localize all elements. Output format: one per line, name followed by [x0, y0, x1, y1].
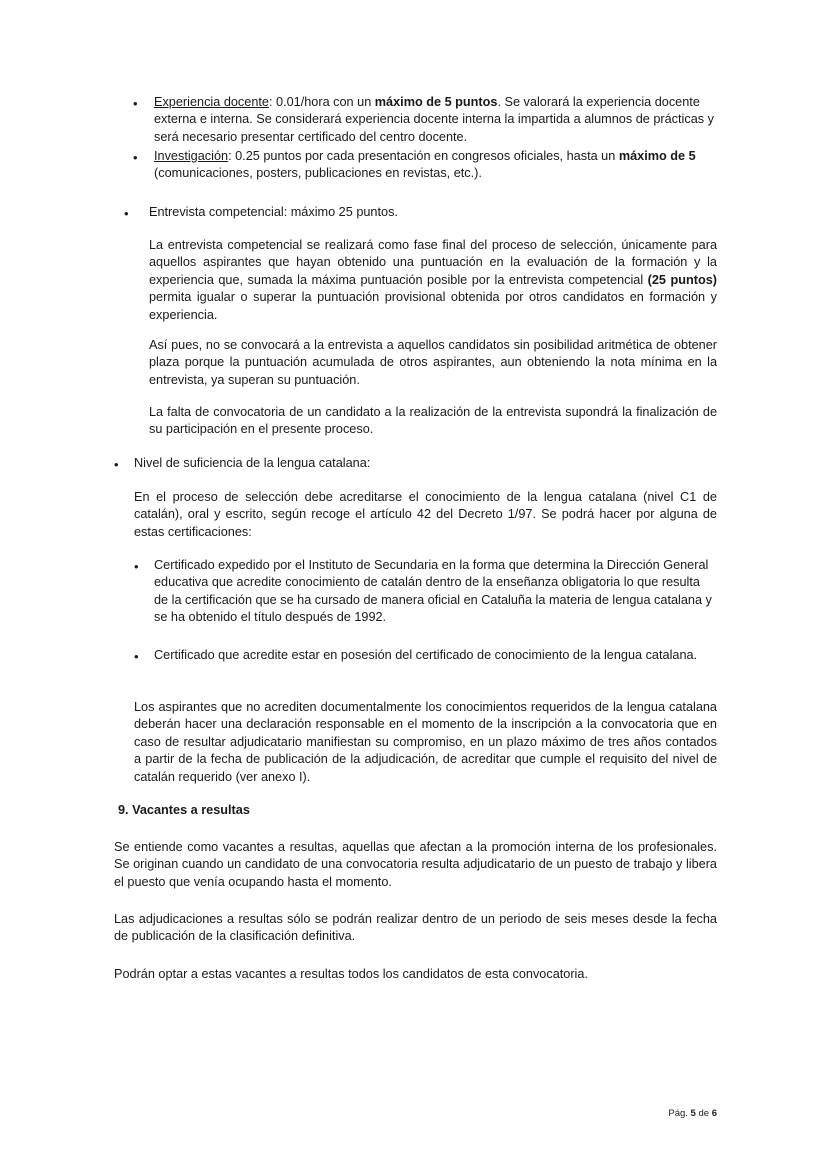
sub-bullet-experiencia-docente: Experiencia docente: 0.01/hora con un máximo de 5 puntos. Se valorará la experiencia docente externa e interna. Se considerará experiencia docente interna la impartida a alumnos de prácticas y será necesario presentar certificado del centro docente. [154, 95, 714, 144]
catalan-certificate-2: Certificado que acredite estar en posesión del certificado de conocimiento de la lengua catalana. [154, 648, 698, 662]
section-9-title: 9. Vacantes a resultas [118, 803, 250, 817]
section-9-paragraph-1: Se entiende como vacantes a resultas, aquellas que afectan a la promoción interna de los profesionales. Se originan cuando un candidato de una convocatoria resulta adjudicatario de un puesto de trabajo y libera el puesto que venía ocupando hasta el momento. [114, 840, 717, 889]
sub-bullet-investigacion: Investigación: 0.25 puntos por cada presentación en congresos oficiales, hasta un máximo de 5 (comunicaciones, posters, publicaciones en revistas, etc.). [154, 149, 696, 181]
catalan-heading: Nivel de suficiencia de la lengua catalana: [134, 456, 371, 470]
entrevista-paragraph-2: Así pues, no se convocará a la entrevista a aquellos candidatos sin posibilidad aritmética de obtener plaza porque la puntuación acumulada de otros aspirantes, aun obteniendo la nota mínima en la entrevista, ya superan su puntuación. [149, 338, 717, 387]
catalan-certificate-1: Certificado expedido por el Instituto de Secundaria en la forma que determina la Dirección General educativa que acredite conocimiento de catalán dentro de la enseñanza obligatoria lo que resulta de la certificación que se ha cursado de manera oficial en Cataluña la materia de lengua catalana y se ha obtenido el título después de 1992. [154, 558, 712, 625]
catalan-closing: Los aspirantes que no acrediten documentalmente los conocimientos requeridos de la lengua catalana deberán hacer una declaración responsable en el momento de la inscripción a la convocatoria que en caso de resultar adjudicatario manifiestan su compromiso, en un plazo máximo de tres años contados a partir de la fecha de publicación de la adjudicación, de acreditar que cumple el requisito del nivel de catalán requerido (ver anexo I). [134, 700, 717, 784]
bullet-icon: • [114, 457, 119, 472]
bullet-icon: • [133, 150, 138, 165]
bullet-icon: • [134, 649, 139, 664]
section-9-paragraph-2: Las adjudicaciones a resultas sólo se podrán realizar dentro de un periodo de seis meses desde la fecha de publicación de la clasificación definitiva. [114, 912, 717, 944]
page-number: Pág. 5 de 6 [668, 1108, 717, 1119]
bullet-icon: • [124, 206, 129, 221]
catalan-intro: En el proceso de selección debe acreditarse el conocimiento de la lengua catalana (nivel C1 de catalán), oral y escrito, según recoge el artículo 42 del Decreto 1/97. Se podrá hacer por alguna de estas certificaciones: [134, 490, 717, 539]
term-investigacion: Investigación [154, 149, 229, 163]
section-9-paragraph-3: Podrán optar a estas vacantes a resultas todos los candidatos de esta convocatoria. [114, 967, 588, 981]
entrevista-paragraph-3: La falta de convocatoria de un candidato a la realización de la entrevista supondrá la finalización de su participación en el presente proceso. [149, 405, 717, 437]
bullet-icon: • [134, 559, 139, 574]
term-experiencia-docente: Experiencia docente [154, 95, 269, 109]
entrevista-paragraph-1: La entrevista competencial se realizará como fase final del proceso de selección, únicamente para aquellos aspirantes que hayan obtenido una puntuación en la evaluación de la formación y la experiencia que, sumada la máxima puntuación posible por la entrevista competencial (25 puntos) permita igualar o superar la puntuación provisional obtenida por otros candidatos en formación y experiencia. [149, 238, 717, 322]
entrevista-heading: Entrevista competencial: máximo 25 puntos. [149, 205, 398, 219]
bullet-icon: • [133, 96, 138, 111]
